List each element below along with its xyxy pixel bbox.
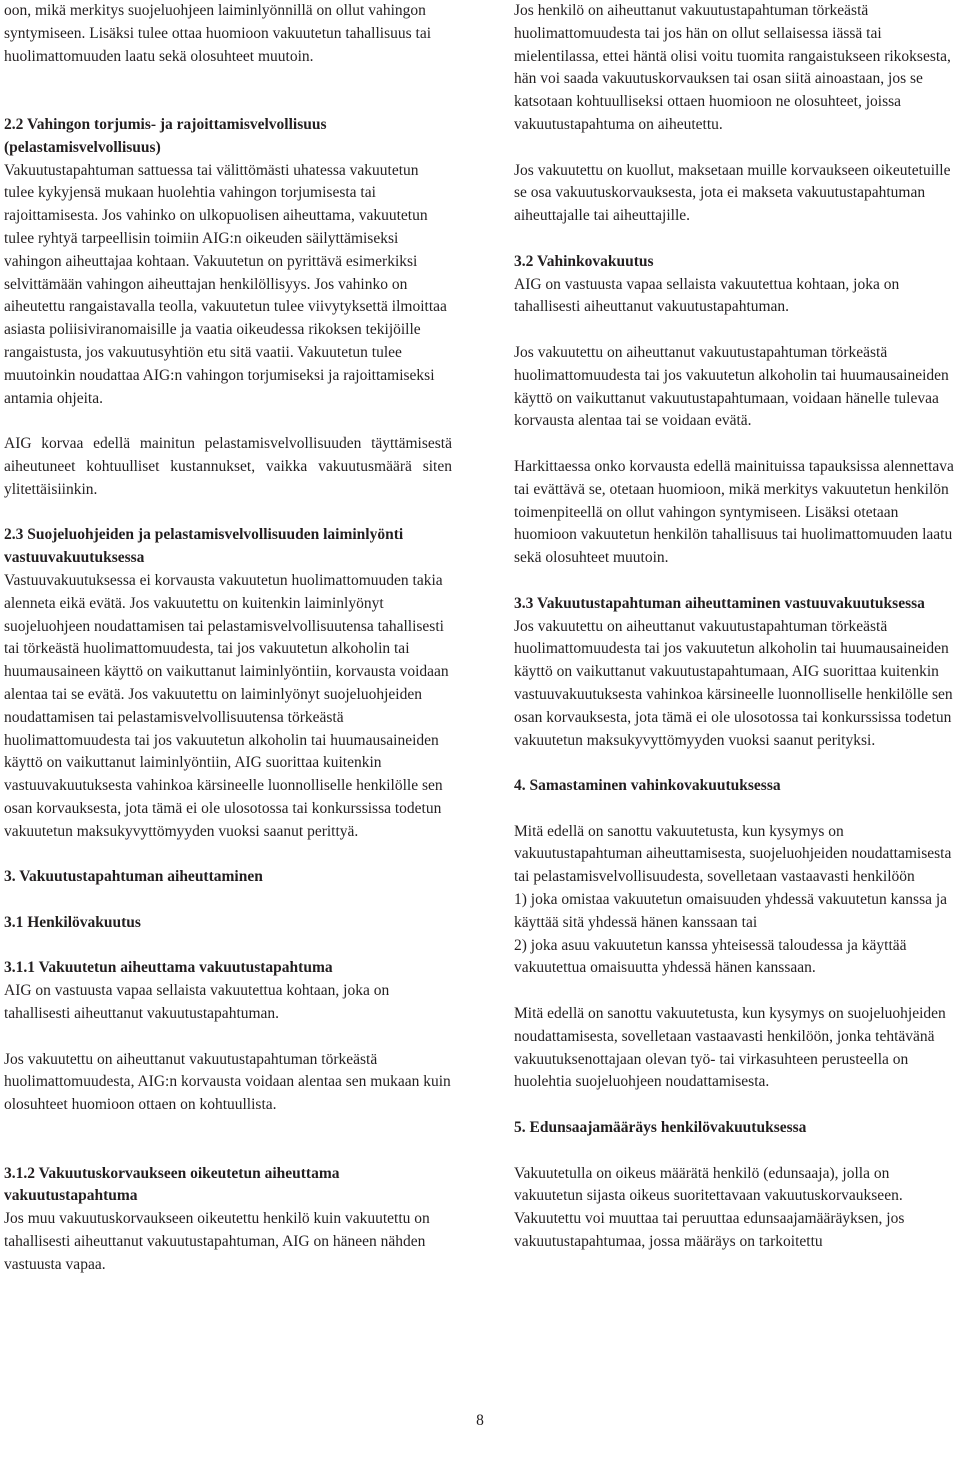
paragraph: Jos vakuutettu on aiheuttanut vakuutustapahtuman törkeästä huolimattomuudesta tai jos vakuutetun alkoholin tai huumausaineiden käyttö on vaikuttanut vakuutustapahtumaan, voidaan hänelle tulevaa korvausta alentaa tai se voidaan evätä. [514,343,949,430]
list-item: 2) joka asuu vakuutetun kanssa yhteisessä taloudessa ja käyttää vakuutettua omaisuutta yhdessä hänen kanssaan. [514,936,907,977]
paragraph: Harkittaessa onko korvausta edellä mainituissa tapauksissa alennettava tai evättävä se, otetaan huomioon, mikä merkitys vakuutetun henkilön toimenpiteellä on ollut vahingon syntymiseen. Lisäksi otetaan huomioon vakuutetun henkilön tahallisuus tai huolimattomuuden laatu sekä olosuhteet muutoin. [514,457,954,567]
paragraph: Vakuutetulla on oikeus määrätä henkilö (edunsaaja), jolla on vakuutetun sijasta oikeus suoritettavaan vakuutuskorvaukseen. Vakuutettu voi muuttaa tai peruuttaa edunsaajamääräyksen, jos vakuutustapahtumaa, jossa määräys on tarkoitettu [514,1164,905,1251]
section-heading-3-3: 3.3 Vakuutustapahtuman aiheuttaminen vastuuvakuutuksessa [514,594,925,612]
left-column [4,0,452,1277]
section-heading-4: 4. Samastaminen vahinkovakuutuksessa [514,777,781,795]
paragraph: Jos vakuutettu on aiheuttanut vakuutustapahtuman törkeästä huolimattomuudesta tai jos vakuutetun alkoholin tai huumausaineiden käyttö on vaikuttanut vakuutustapahtumaan, AIG suorittaa kuitenkin vastuuvakuutuksesta vahinkoa kärsineelle luonnolliselle henkilölle sen osan korvauksesta, jota tämä ei ole ulosotossa tai konkurssissa todetun vakuutetun maksukyvyttömyyden vuoksi saanut perityksi. [514,617,953,749]
section-heading-5: 5. Edunsaajamääräys henkilövakuutuksessa [514,1119,807,1137]
section-heading-3-2: 3.2 Vahinkovakuutus [514,252,654,270]
paragraph: Mitä edellä on sanottu vakuutetusta, kun kysymys on vakuutustapahtuman aiheuttamisesta, suojeluohjeiden noudattamisesta tai pelastamisvelvollisuudesta, sovelletaan vastaavasti henkilöön [514,822,952,886]
paragraph: Jos muu vakuutuskorvaukseen oikeutettu henkilö kuin vakuutettu on tahallisesti aiheuttanut vakuutustapahtuman, AIG on häneen nähden vastuusta vapaa. [4,1210,430,1273]
paragraph: Mitä edellä on sanottu vakuutetusta, kun kysymys on suojeluohjeiden noudattamisesta, sovelletaan vastaavasti henkilöön, jonka tehtävänä vakuutuksenottajaan olevan työ- tai virkasuhteen perusteella on huolehtia suojeluohjeen noudattamisesta. [514,1005,946,1091]
section-heading-3-1: 3.1 Henkilövakuutus [4,913,141,931]
section-heading-3-1-1: 3.1.1 Vakuutetun aiheuttama vakuutustapahtuma [4,959,333,977]
paragraph: AIG korvaa edellä mainitun pelastamisvelvollisuuden täyttämisestä aiheutuneet kohtuulliset kustannukset, vaikka vakuutusmäärä siten ylitettäisiinkin. [4,435,452,498]
paragraph: AIG on vastuusta vapaa sellaista vakuutettua kohtaan, joka on tahallisesti aiheuttanut vakuutustapahtuman. [4,982,390,1023]
paragraph: AIG on vastuusta vapaa sellaista vakuutettua kohtaan, joka on tahallisesti aiheuttanut vakuutustapahtuman. [514,275,900,316]
section-heading-2-3: 2.3 Suojeluohjeiden ja pelastamisvelvollisuuden laiminlyönti vastuuvakuutuksessa [4,526,404,567]
paragraph: Vakuutustapahtuman sattuessa tai välittömästi uhatessa vakuutetun tulee kykyjensä mukaan huolehtia vahingon torjumisesta tai rajoittamisesta. Jos vahinko on ulkopuolisen aiheuttama, vakuutetun tulee ryhtyä tarpeellisin toimiin AIG:n oikeuden säilyttämiseksi vahingon aiheuttajaa kohtaan. Vakuutetun on pyrittävä esimerkiksi selvittämään vahingon aiheuttajan henkilöllisyys. Jos vahinko on aiheutettu rangaistavalla teolla, vakuutetun tulee viivytyksettä ilmoittaa asiasta poliisiviranomaisille ja vaatia oikeudessa rikoksen tekijöille rangaistusta, jos vakuutusyhtiön etu sitä vaatii. Vakuutetun tulee muutoinkin noudattaa AIG:n vahingon torjumiseksi ja rajoittamiseksi antamia ohjeita. [4,161,447,407]
section-heading-2-2: 2.2 Vahingon torjumis- ja rajoittamisvelvollisuus (pelastamisvelvollisuus) [4,115,327,156]
section-heading-3: 3. Vakuutustapahtuman aiheuttaminen [4,868,263,886]
page-number: 8 [476,1412,484,1429]
right-column [514,0,956,1254]
list-item: 1) joka omistaa vakuutetun omaisuuden yhdessä vakuutetun kanssa ja käyttää sitä yhdessä hänen kanssaan tai [514,891,948,931]
paragraph: Vastuuvakuutuksessa ei korvausta vakuutetun huolimattomuuden takia alenneta eikä evätä. Jos vakuutettu on kuitenkin laiminlyönyt suojeluohjeen noudattamisen tai pelastamisvelvollisuutensa tahallisesti tai törkeästä huolimattomuudesta, tai jos vakuutetun alkoholin tai huumausaineen käyttö on vaikuttanut laiminlyöntiin, korvausta voidaan alentaa tai se evätä. Jos vakuutettu on laiminlyönyt suojeluohjeiden noudattamisen tai pelastamisvelvollisuutensa törkeästä huolimattomuudesta tai jos vakuutetun alkoholin tai huumausaineiden käyttö on vaikuttanut laiminlyöntiin, AIG suorittaa kuitenkin vastuuvakuutuksesta vahinkoa kärsineelle luonnolliselle henkilölle sen osan korvauksesta, jota tämä ei ole ulosotossa tai konkurssissa todetun vakuutetun maksukyvyttömyyden vuoksi saanut perittyä. [4,571,449,840]
paragraph: Jos vakuutettu on aiheuttanut vakuutustapahtuman törkeästä huolimattomuudesta, AIG:n korvausta voidaan alentaa sen mukaan kuin olosuhteet huomioon ottaen on kohtuullista. [4,1050,451,1114]
paragraph: Jos vakuutettu on kuollut, maksetaan muille korvaukseen oikeutetuille se osa vakuutuskorvauksesta, jota ei makseta vakuutustapahtuman aiheuttajalle tai aiheuttajille. [514,161,951,225]
paragraph: oon, mikä merkitys suojeluohjeen laiminlyönnillä on ollut vahingon syntymiseen. Lisäksi tulee ottaa huomioon vakuutetun tahallisuus tai huolimattomuuden laatu sekä olosuhteet muutoin. [4,2,432,65]
section-heading-3-1-2: 3.1.2 Vakuutuskorvaukseen oikeutetun aiheuttama vakuutustapahtuma [4,1164,340,1205]
paragraph: Jos henkilö on aiheuttanut vakuutustapahtuman törkeästä huolimattomuudesta tai jos hän on ollut sellaisessa iässä tai mielentilassa, ettei häntä olisi voitu tuomita rangaistukseen rikoksesta, hän voi saada vakuutuskorvauksen tai osan siitä ainoastaan, jos se katsotaan kohtuulliseksi ottaen huomioon ne olosuhteet, joissa vakuutustapahtuma on aiheutettu. [514,2,951,133]
